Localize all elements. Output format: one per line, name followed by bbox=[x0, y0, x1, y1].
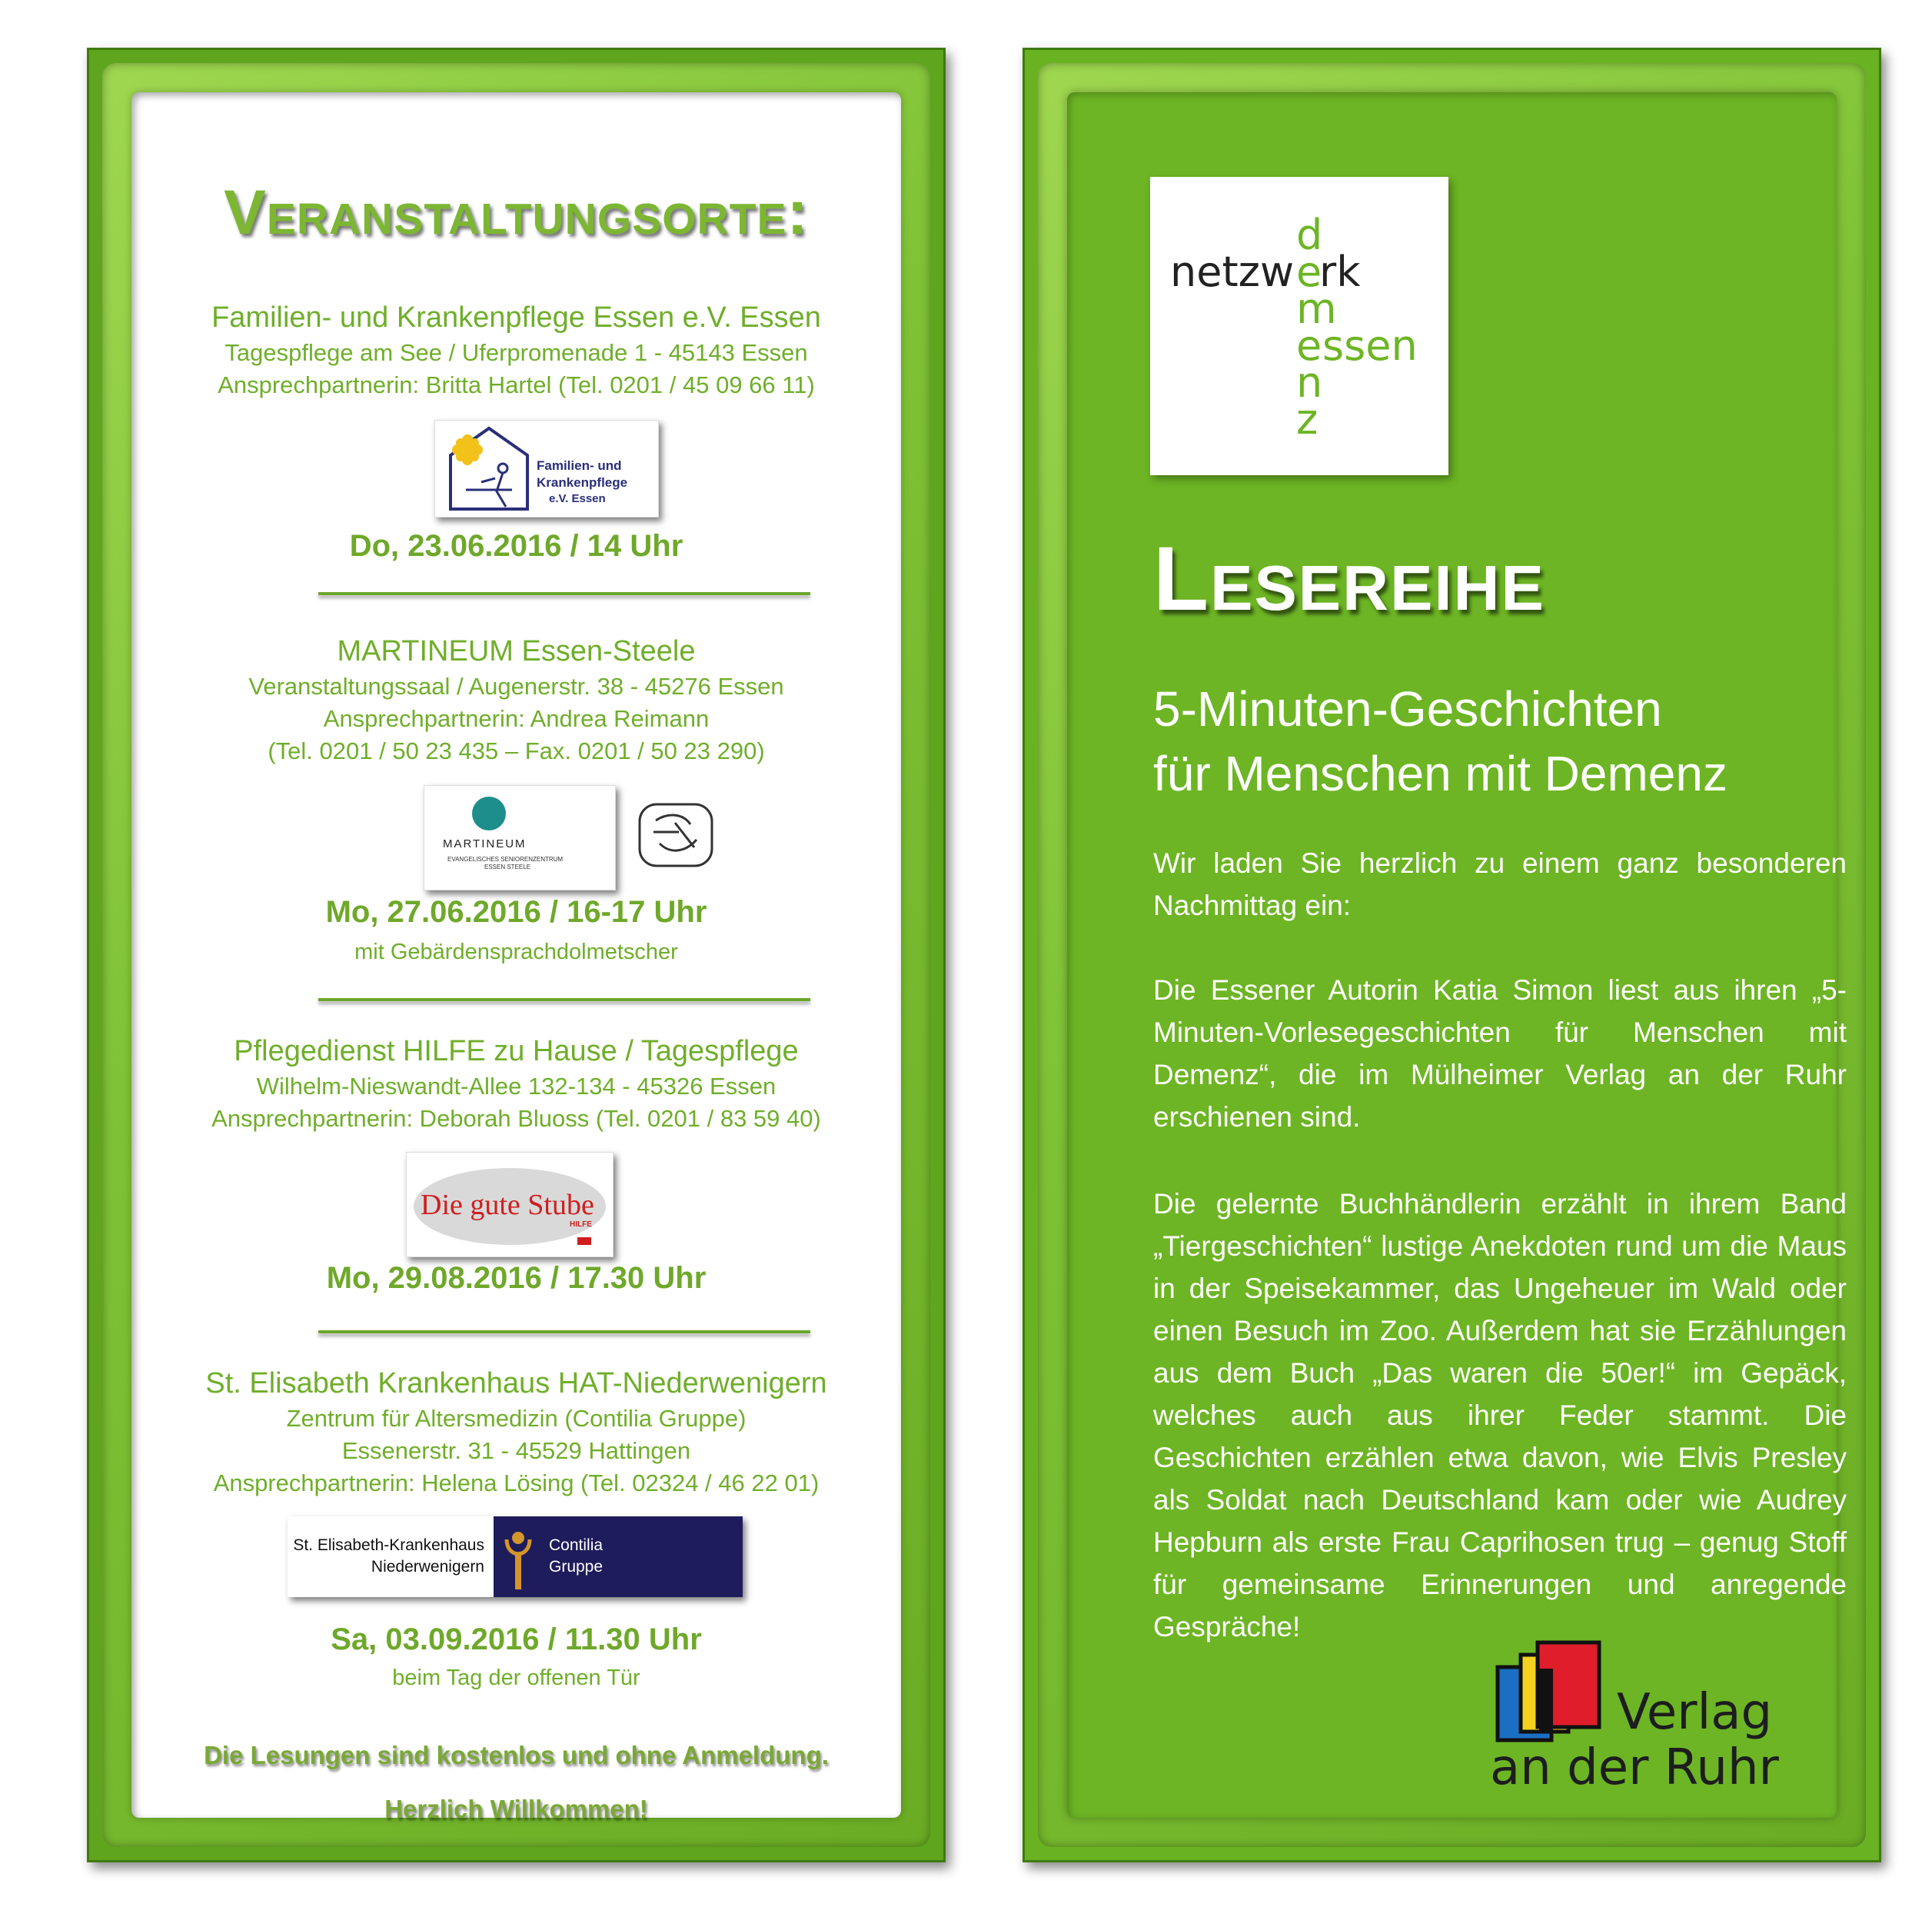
venue-1-logo-text-1: Familien- und bbox=[537, 458, 622, 473]
venue-2-line-2: Ansprechpartnerin: Andrea Reimann bbox=[323, 705, 710, 732]
venue-2-logo bbox=[424, 785, 616, 890]
left-panel bbox=[87, 48, 946, 1862]
verlag-line-2: an der Ruhr bbox=[1490, 1739, 1779, 1796]
right-inner bbox=[1067, 92, 1847, 1818]
venue-2-logo-text-1: MARTINEUM bbox=[443, 837, 527, 850]
logo-rk: rk bbox=[1319, 248, 1361, 296]
venue-2-line-1: Veranstaltungssaal / Augenerstr. 38 - 45276 Essen bbox=[248, 673, 784, 700]
venue-4-name: St. Elisabeth Krankenhaus HAT-Niederwenigern bbox=[205, 1367, 827, 1399]
netzwerk-demenz-logo bbox=[1150, 177, 1448, 475]
paragraph-content: Die gelernte Buchhändlerin erzählt in ihrem Band „Tiergeschichten“ lustige Anekdoten rund um die Maus in der Speisekammer, das Ungeheuer im Wald oder einen Besuch im Zoo. Außerdem hat sie Erzählungen aus dem Buch „Das waren die 50er!“ im Gepäck, welches auch aus ihrer Feder stammt. Die Geschichten erzählen etwa davon, wie Elvis Presley als Soldat nach Deutschland kam oder wie Audrey Hepburn als erste Frau Caprihosen trug – genug Stoff für gemeinsame Erinnerungen und anregende Gespräche! bbox=[1153, 1188, 1847, 1642]
venue-4-logo-text-2: Niederwenigern bbox=[371, 1558, 484, 1576]
venue-3-logo-text-2: HILFE bbox=[570, 1220, 592, 1229]
venue-3-line-1: Wilhelm-Nieswandt-Allee 132-134 - 45326 Essen bbox=[256, 1073, 776, 1100]
paragraph-author: Die Essener Autorin Katia Simon liest aus ihren „5-Minuten-Vorlesegeschichten für Menschen mit Demenz“, die im Mülheimer Verlag an der Ruhr erschienen sind. bbox=[1153, 974, 1847, 1133]
venue-2-line-3: (Tel. 0201 / 50 23 435 – Fax. 0201 / 50 23 290) bbox=[268, 737, 765, 764]
divider bbox=[318, 998, 810, 1001]
venue-1-logo bbox=[434, 420, 659, 518]
venue-1-name: Familien- und Krankenpflege Essen e.V. Essen bbox=[211, 301, 821, 334]
venue-4-logo-text-1: St. Elisabeth-Krankenhaus bbox=[293, 1536, 484, 1554]
subtitle bbox=[1153, 677, 1727, 806]
logo-e: e bbox=[1296, 248, 1322, 296]
series-title: Lesereihe bbox=[1153, 528, 1545, 630]
venue-3-logo bbox=[406, 1152, 614, 1257]
venue-1-date: Do, 23.06.2016 / 14 Uhr bbox=[349, 529, 683, 563]
venue-4-logo bbox=[288, 1516, 743, 1597]
paragraph-invitation: Wir laden Sie herzlich zu einem ganz besonderen Nachmittag ein: bbox=[1153, 847, 1847, 921]
martineum-circle-icon bbox=[472, 797, 506, 830]
locations-heading: Veranstaltungsorte: bbox=[224, 178, 809, 248]
venue-4-note: beim Tag der offenen Tür bbox=[392, 1666, 640, 1690]
venue-1-line-2: Ansprechpartnerin: Britta Hartel (Tel. 0201 / 45 09 66 11) bbox=[218, 371, 815, 398]
logo-d: d bbox=[1296, 211, 1323, 259]
venue-1-line-1: Tagespflege am See / Uferpromenade 1 - 45143 Essen bbox=[224, 339, 808, 366]
venue-4-date: Sa, 03.09.2016 / 11.30 Uhr bbox=[331, 1622, 702, 1656]
books-icon bbox=[1490, 1638, 1621, 1746]
car-icon bbox=[577, 1237, 591, 1245]
logo-essen: ssen bbox=[1322, 321, 1418, 370]
venue-2-date: Mo, 27.06.2016 / 16-17 Uhr bbox=[325, 895, 707, 929]
verlag-logo bbox=[1490, 1638, 1813, 1799]
venue-1-logo-text-2: Krankenpflege bbox=[537, 475, 628, 490]
hands-icon bbox=[637, 801, 717, 870]
venue-3-date: Mo, 29.08.2016 / 17.30 Uhr bbox=[326, 1261, 707, 1295]
venue-1-logo-text-3: e.V. Essen bbox=[549, 492, 606, 505]
venue-4-logo-text-4: Gruppe bbox=[549, 1558, 604, 1576]
house-flower-icon bbox=[435, 421, 658, 517]
logo-m: m bbox=[1296, 285, 1337, 333]
venue-2-logo-text-3: ESSEN STEELE bbox=[484, 864, 531, 870]
venue-4-line-2: Essenerstr. 31 - 45529 Hattingen bbox=[341, 1437, 691, 1464]
venue-3-logo-text-1: Die gute Stube bbox=[421, 1189, 594, 1221]
venue-2-name: MARTINEUM Essen-Steele bbox=[337, 635, 696, 667]
venue-2-logo-text-2: EVANGELISCHES SENIORENZENTRUM bbox=[447, 856, 564, 863]
divider bbox=[318, 592, 810, 595]
footer-free-entry: Die Lesungen sind kostenlos und ohne Anmeldung. bbox=[204, 1741, 829, 1769]
venue-4-line-1: Zentrum für Altersmedizin (Contilia Gruppe) bbox=[286, 1405, 747, 1432]
venue-4-line-3: Ansprechpartnerin: Helena Lösing (Tel. 02324 / 46 22 01) bbox=[213, 1469, 820, 1496]
divider bbox=[318, 1330, 810, 1333]
logo-z: z bbox=[1296, 395, 1318, 444]
left-inner bbox=[131, 92, 901, 1823]
logo-netzw: netzw bbox=[1170, 248, 1295, 296]
logo-n: n bbox=[1296, 358, 1323, 407]
logo-e2: e bbox=[1296, 321, 1322, 370]
venue-4-logo-text-3: Contilia bbox=[549, 1536, 604, 1554]
subtitle-line-2: für Menschen mit Demenz bbox=[1153, 746, 1727, 801]
footer-welcome: Herzlich Willkommen! bbox=[384, 1795, 648, 1823]
verlag-line-1: Verlag bbox=[1617, 1684, 1773, 1741]
subtitle-line-1: 5-Minuten-Geschichten bbox=[1153, 681, 1662, 737]
venue-2-note: mit Gebärdensprachdolmetscher bbox=[354, 940, 678, 964]
venue-3-line-2: Ansprechpartnerin: Deborah Bluoss (Tel. 0201 / 83 59 40) bbox=[211, 1105, 821, 1132]
venue-3-name: Pflegedienst HILFE zu Hause / Tagespflege bbox=[234, 1035, 799, 1067]
right-panel bbox=[1023, 48, 1881, 1862]
